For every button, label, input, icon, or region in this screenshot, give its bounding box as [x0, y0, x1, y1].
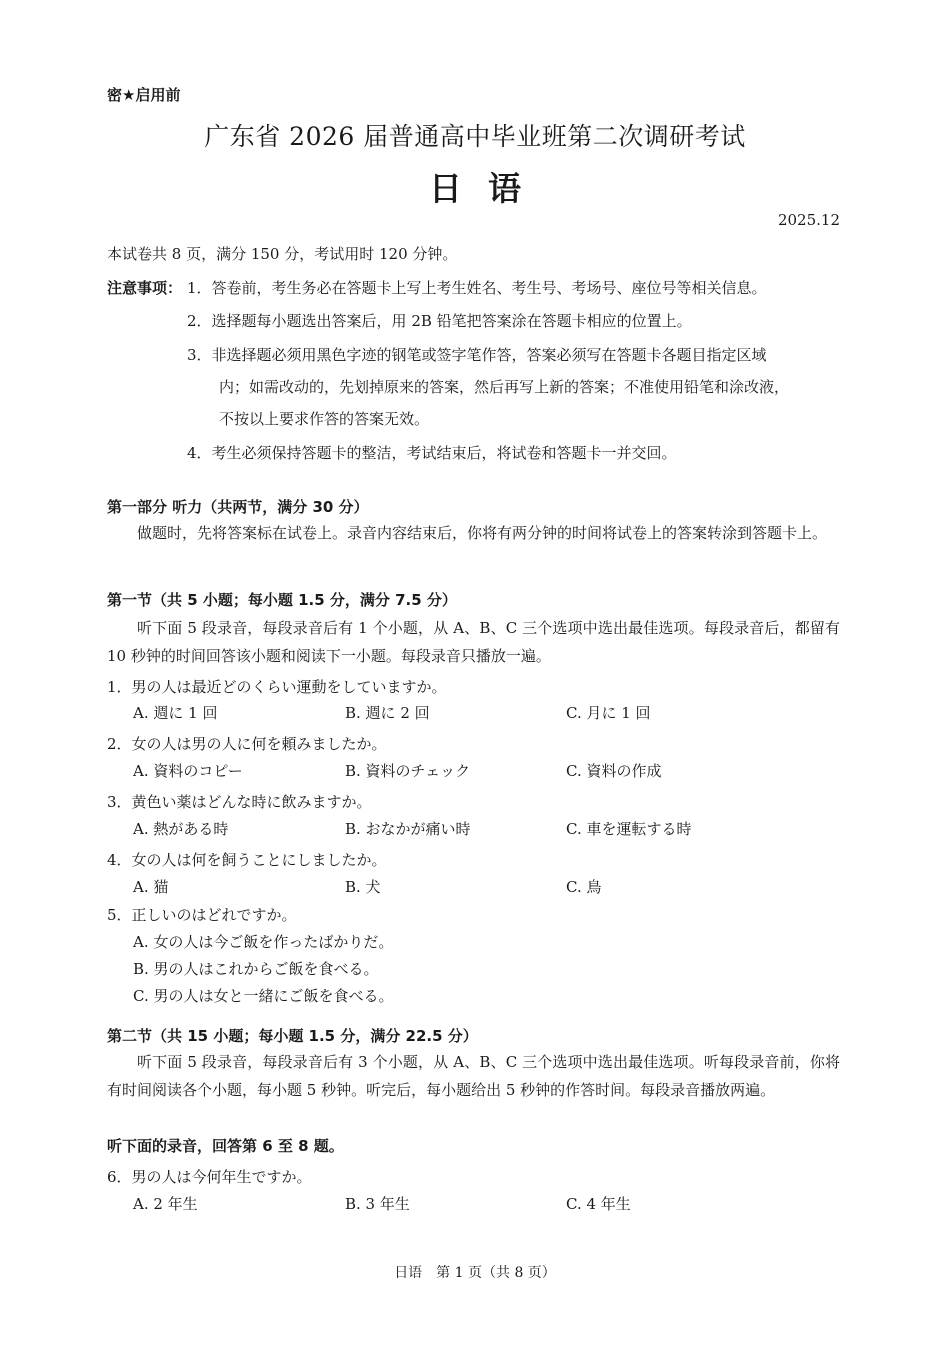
- page-footer: 日语 第 1 页（共 8 页）: [394, 1265, 556, 1281]
- notice-item: 4．考生必须保持答题卡的整洁，考试结束后，将试卷和答题卡一并交回。: [187, 444, 677, 462]
- notice-label: 注意事项：: [107, 279, 183, 297]
- option-b: B. 週に 2 回: [345, 704, 430, 722]
- exam-date: 2025.12: [777, 211, 840, 229]
- option-b: B. 犬: [345, 878, 381, 896]
- option-b: B. 3 年生: [345, 1195, 410, 1213]
- question: 2．女の人は男の人に何を頼みましたか。: [107, 735, 387, 753]
- confidential-mark: 密★启用前: [107, 86, 181, 104]
- question: 4．女の人は何を飼うことにしましたか。: [107, 851, 387, 869]
- option-b: B. 男の人はこれからご飯を食べる。: [133, 960, 379, 978]
- section-heading: 第二节（共 15 小题；每小题 1.5 分，满分 22.5 分）: [107, 1027, 478, 1045]
- section-heading: 第一节（共 5 小题；每小题 1.5 分，满分 7.5 分）: [107, 591, 457, 609]
- subject-title: 日语: [429, 169, 547, 208]
- section-instruction: 听下面 5 段录音，每段录音后有 3 个小题，从 A、B、C 三个选项中选出最佳选项。听每段录音前，你将有时间阅读各个小题，每小题 5 秒钟。听完后，每小题给出 5 秒钟的作答时间。每段录音播放两遍。: [107, 1053, 840, 1099]
- part-heading: 第一部分 听力（共两节，满分 30 分）: [107, 498, 369, 516]
- option-a: A. 資料のコピー: [133, 762, 243, 780]
- option-c: C. 資料の作成: [566, 762, 662, 780]
- option-c: C. 男の人は女と一緒にご飯を食べる。: [133, 987, 394, 1005]
- question: 5．正しいのはどれですか。: [107, 906, 297, 924]
- option-b: B. 資料のチェック: [345, 762, 471, 780]
- part-instruction: 做题时，先将答案标在试卷上。录音内容结束后，你将有两分钟的时间将试卷上的答案转涂到答题卡上。: [137, 524, 828, 542]
- question: 6．男の人は今何年生ですか。: [107, 1168, 312, 1186]
- notice-item-continued: 内；如需改动的，先划掉原来的答案，然后再写上新的答案；不准使用铅笔和涂改液，: [219, 378, 790, 396]
- exam-title: 广东省 2026 届普通高中毕业班第二次调研考试: [204, 122, 746, 151]
- section-instruction: 听下面 5 段录音，每段录音后有 1 个小题，从 A、B、C 三个选项中选出最佳选项。每段录音后，都留有 10 秒钟的时间回答该小题和阅读下一小题。每段录音只播放一遍。: [107, 619, 840, 665]
- notice-item-continued: 不按以上要求作答的答案无效。: [219, 410, 430, 428]
- option-c: C. 月に 1 回: [566, 704, 651, 722]
- option-a: A. 女の人は今ご飯を作ったばかりだ。: [133, 933, 394, 951]
- option-a: A. 週に 1 回: [133, 704, 218, 722]
- notice-item: 1．答卷前，考生务必在答题卡上写上考生姓名、考生号、考场号、座位号等相关信息。: [187, 279, 767, 297]
- question: 1．男の人は最近どのくらい運動をしていますか。: [107, 678, 447, 696]
- notice-item: 2．选择题每小题选出答案后，用 2B 铅笔把答案涂在答题卡相应的位置上。: [187, 312, 692, 330]
- option-a: A. 猫: [133, 878, 169, 896]
- option-a: A. 2 年生: [133, 1195, 198, 1213]
- notice-item: 3．非选择题必须用黑色字迹的钢笔或签字笔作答，答案必须写在答题卡各题目指定区域: [187, 346, 767, 364]
- exam-intro: 本试卷共 8 页，满分 150 分，考试用时 120 分钟。: [107, 245, 458, 263]
- question: 3．黄色い薬はどんな時に飲みますか。: [107, 793, 372, 811]
- option-b: B. おなかが痛い時: [345, 820, 471, 838]
- listening-subheading: 听下面的录音，回答第 6 至 8 题。: [107, 1137, 344, 1155]
- option-c: C. 4 年生: [566, 1195, 631, 1213]
- option-a: A. 熱がある時: [133, 820, 229, 838]
- option-c: C. 車を運転する時: [566, 820, 692, 838]
- option-c: C. 鳥: [566, 878, 602, 896]
